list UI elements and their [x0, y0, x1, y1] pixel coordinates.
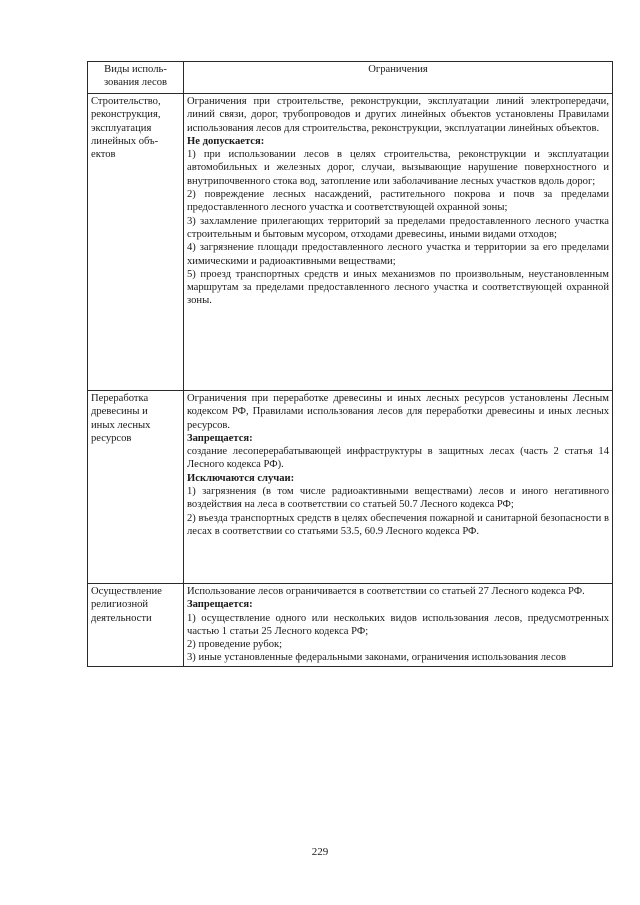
use-type-line: линейных объ-: [91, 135, 159, 147]
page-number: 229: [311, 846, 329, 858]
use-type-line: ектов: [91, 149, 116, 161]
use-type-line: религиозной: [91, 599, 149, 611]
restriction-paragraph: создание лесоперерабатывающей инфраструктуры в защитных лесах (часть 2 статья 14 Лесного кодекса РФ).: [187, 446, 609, 471]
restriction-paragraph: Ограничения при переработке древесины и иных лесных ресурсов установлены Лесным кодексом РФ, Правилами использования лесов для переработки древесины и иных лесных ресурсов.: [187, 393, 609, 431]
restriction-paragraph: 2) проведение рубок;: [187, 639, 283, 651]
use-type-cell: [88, 391, 184, 584]
restriction-paragraph: 1) осуществление одного или нескольких видов использования лесов, предусмотренных частью 1 статьи 25 Лесного кодекса РФ;: [187, 612, 609, 637]
restrictions-table: [87, 61, 613, 667]
use-type-line: ресурсов: [91, 432, 132, 444]
restriction-paragraph: 3) захламление прилегающих территорий за пределами предоставленного лесного участка строительным и бытовым мусором, отходами древесины, иными видами отходов;: [187, 215, 609, 240]
restriction-paragraph: 2) въезда транспортных средств в целях обеспечения пожарной и санитарной безопасности в лесах в соответствии со статьями 53.5, 60.9 Лесного кодекса РФ.: [187, 512, 609, 537]
restriction-paragraph: 4) загрязнение площади предоставленного лесного участка и территории за его пределами химическими и радиоактивными веществами;: [187, 242, 609, 267]
restriction-paragraph: 1) загрязнения (в том числе радиоактивными веществами) лесов и иного негативного воздействия на леса в соответствии со статьей 50.7 Лесного кодекса РФ;: [187, 486, 609, 511]
use-type-line: древесины и: [91, 406, 148, 418]
header-col1-line: Виды исполь-: [104, 64, 167, 75]
restriction-paragraph: 2) повреждение лесных насаждений, растительного покрова и почв за пределами предоставленного лесного участка и соответствующей охранной зоны;: [187, 189, 609, 214]
restriction-cell: [184, 584, 613, 667]
restriction-cell: [184, 391, 613, 584]
restriction-paragraph: 1) при использовании лесов в целях строительства, реконструкции и эксплуатации автомобильных и железных дорог, случаи, вызывающие нарушение поверхностного и внутрипочвенного стока вод, затопление или заболачивание лесных участков вдоль дорог;: [187, 149, 609, 187]
restriction-heading: Исключаются случаи:: [187, 472, 295, 484]
table-row: [88, 94, 613, 391]
header-forest-use-types: [88, 62, 184, 94]
header-col1-line: зования лесов: [103, 77, 168, 88]
table-row: [88, 584, 613, 667]
restriction-heading: Запрещается:: [187, 432, 253, 444]
use-type-cell: [88, 584, 184, 667]
restriction-paragraph: Ограничения при строительстве, реконструкции, эксплуатации линий электропередачи, линий связи, дорог, трубопроводов и других линейных объектов установлены Правилами использования лесов для строительства, реконструкции, эксплуатации линейных объектов.: [187, 96, 609, 134]
restriction-paragraph: 5) проезд транспортных средств и иных механизмов по произвольным, неустановленным маршрутам за пределами предоставленного лесного участка и соответствующей охранной зоны.: [187, 268, 609, 307]
restriction-heading: Не допускается:: [187, 135, 265, 147]
use-type-line: Переработка: [91, 393, 149, 404]
use-type-line: Строительство,: [91, 96, 161, 107]
use-type-line: реконструкция,: [91, 109, 161, 121]
header-restrictions: Ограничения: [184, 62, 613, 94]
table-row: [88, 391, 613, 584]
use-type-line: иных лесных: [91, 419, 151, 431]
restriction-paragraph: Использование лесов ограничивается в соответствии со статьей 27 Лесного кодекса РФ.: [187, 586, 585, 597]
use-type-line: Осуществление: [91, 586, 162, 597]
use-type-line: эксплуатация: [91, 122, 152, 134]
restriction-heading: Запрещается:: [187, 599, 253, 611]
use-type-cell: [88, 94, 184, 391]
table-header-row: [88, 62, 613, 94]
restriction-paragraph: 3) иные установленные федеральными законами, ограничения использования лесов: [187, 652, 567, 664]
restriction-cell: [184, 94, 613, 391]
use-type-line: деятельности: [91, 612, 152, 624]
